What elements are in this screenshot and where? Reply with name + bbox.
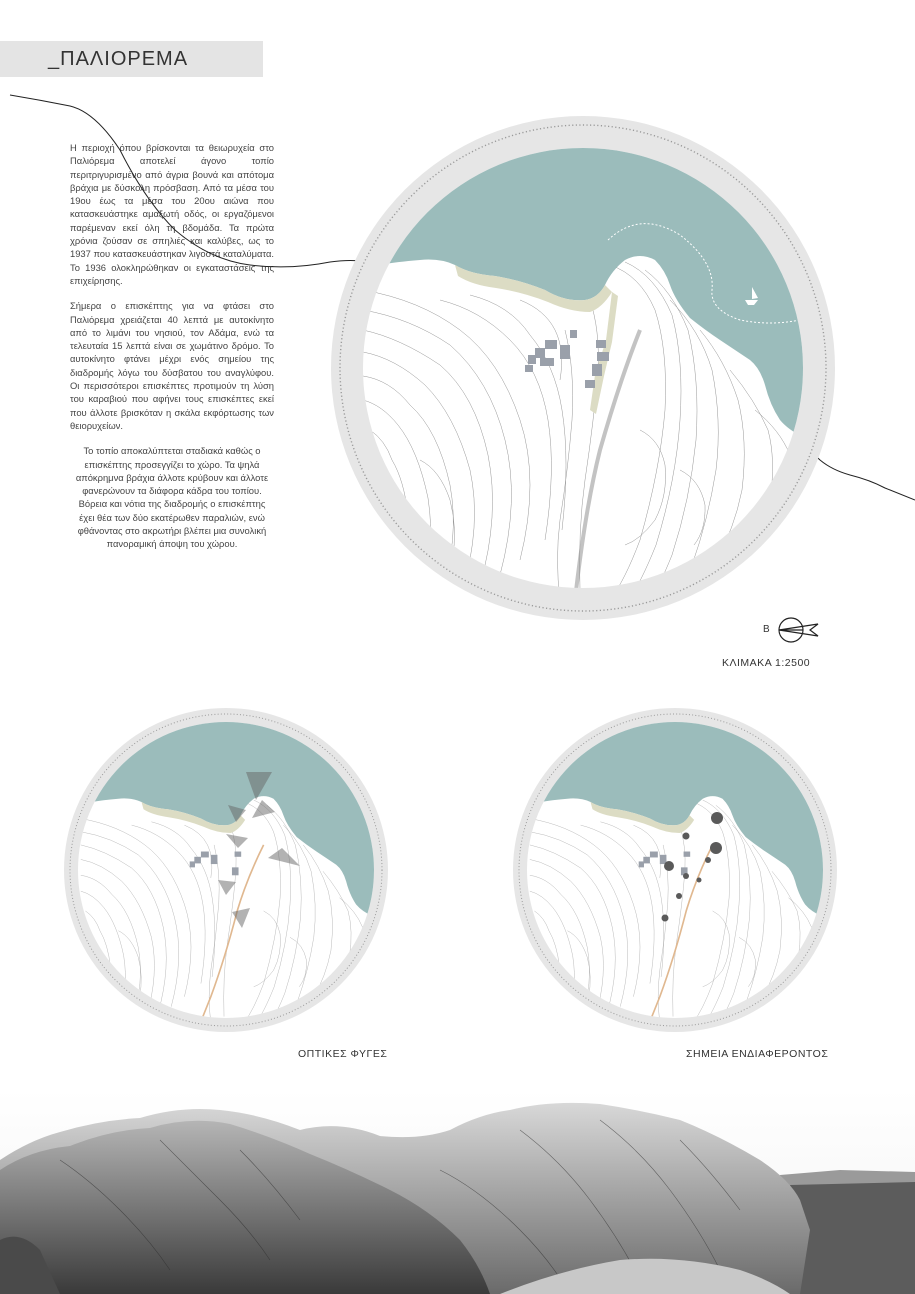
panoramic-landscape-photo <box>0 1090 915 1294</box>
north-label: Β <box>763 624 771 635</box>
north-arrow-icon <box>779 618 818 642</box>
route-line-west <box>10 95 380 267</box>
paragraph-history: Η περιοχή όπου βρίσκονται τα θειωρυχεία στο Παλιόρεμα αποτελεί άγονο τοπίο περιτριγυρισμένο από άγρια βουνά και απότομα βράχια με δύσκολη πρόσβαση. Από τα μέσα του 19ου έως τα μέσα του 20ου αιώνα που κατασκευάστηκε αμαξωτή οδός, οι εργαζόμενοι παρέμεναν εκεί όλη τη βδομάδα. Τα πρώτα χρόνια ζούσαν σε σπηλιές και καλύβες, ως το 1937 που κατασκευάστηκαν λιγοστά καταλύματα. Το 1936 ολοκληρώθηκαν οι εγκαταστάσεις της επιχείρησης. <box>70 142 274 286</box>
map-points-of-interest <box>513 706 837 1032</box>
points-of-interest-label: ΣΗΜΕΙΑ ΕΝΔΙΑΦΕΡΟΝΤΟΣ <box>686 1048 829 1060</box>
map-view-corridors <box>64 706 388 1032</box>
page-title: _ΠΑΛΙΟΡΕΜΑ <box>48 48 189 70</box>
scale-label: ΚΛΙΜΑΚΑ 1:2500 <box>722 657 811 669</box>
main-site-map <box>331 116 835 620</box>
paragraph-access: Σήμερα ο επισκέπτης για να φτάσει στο Παλιόρεμα χρειάζεται 40 λεπτά με αυτοκίνητο από το λιμάνι του νησιού, τον Αδάμα, ενώ τα τελευταία 15 λεπτά είναι σε χωμάτινο δρόμο. Το αυτοκίνητο φτάνει μέχρι ενός σημείου της διαδρομής λόγω του δύσβατου του αναγλύφου. Οι περισσότεροι επισκέπτες προτιμούν τη λύση του καραβιού που αφήνει τους επισκέπτες εκεί που άλλοτε βρισκόταν η σκάλα εκφόρτωσης των θειορυχείων. <box>70 300 274 431</box>
paragraph-landscape: Το τοπίο αποκαλύπτεται σταδιακά καθώς ο επισκέπτης προσεγγίζει το χώρο. Τα ψηλά απόκρημνα βράχια άλλοτε κρύβουν και άλλοτε φανερώνουν τα διάφορα κάδρα του τοπίου. Βόρεια και νότια της διαδρομής ο επισκέπτης έχει θέα των δύο εκατέρωθεν παραλιών, ενώ φθάνοντας στο ακρωτήρι βλέπει μια συνολική πανοραμική άποψη του χώρου. <box>75 445 269 550</box>
view-corridors-label: ΟΠΤΙΚΕΣ ΦΥΓΕΣ <box>298 1048 388 1060</box>
